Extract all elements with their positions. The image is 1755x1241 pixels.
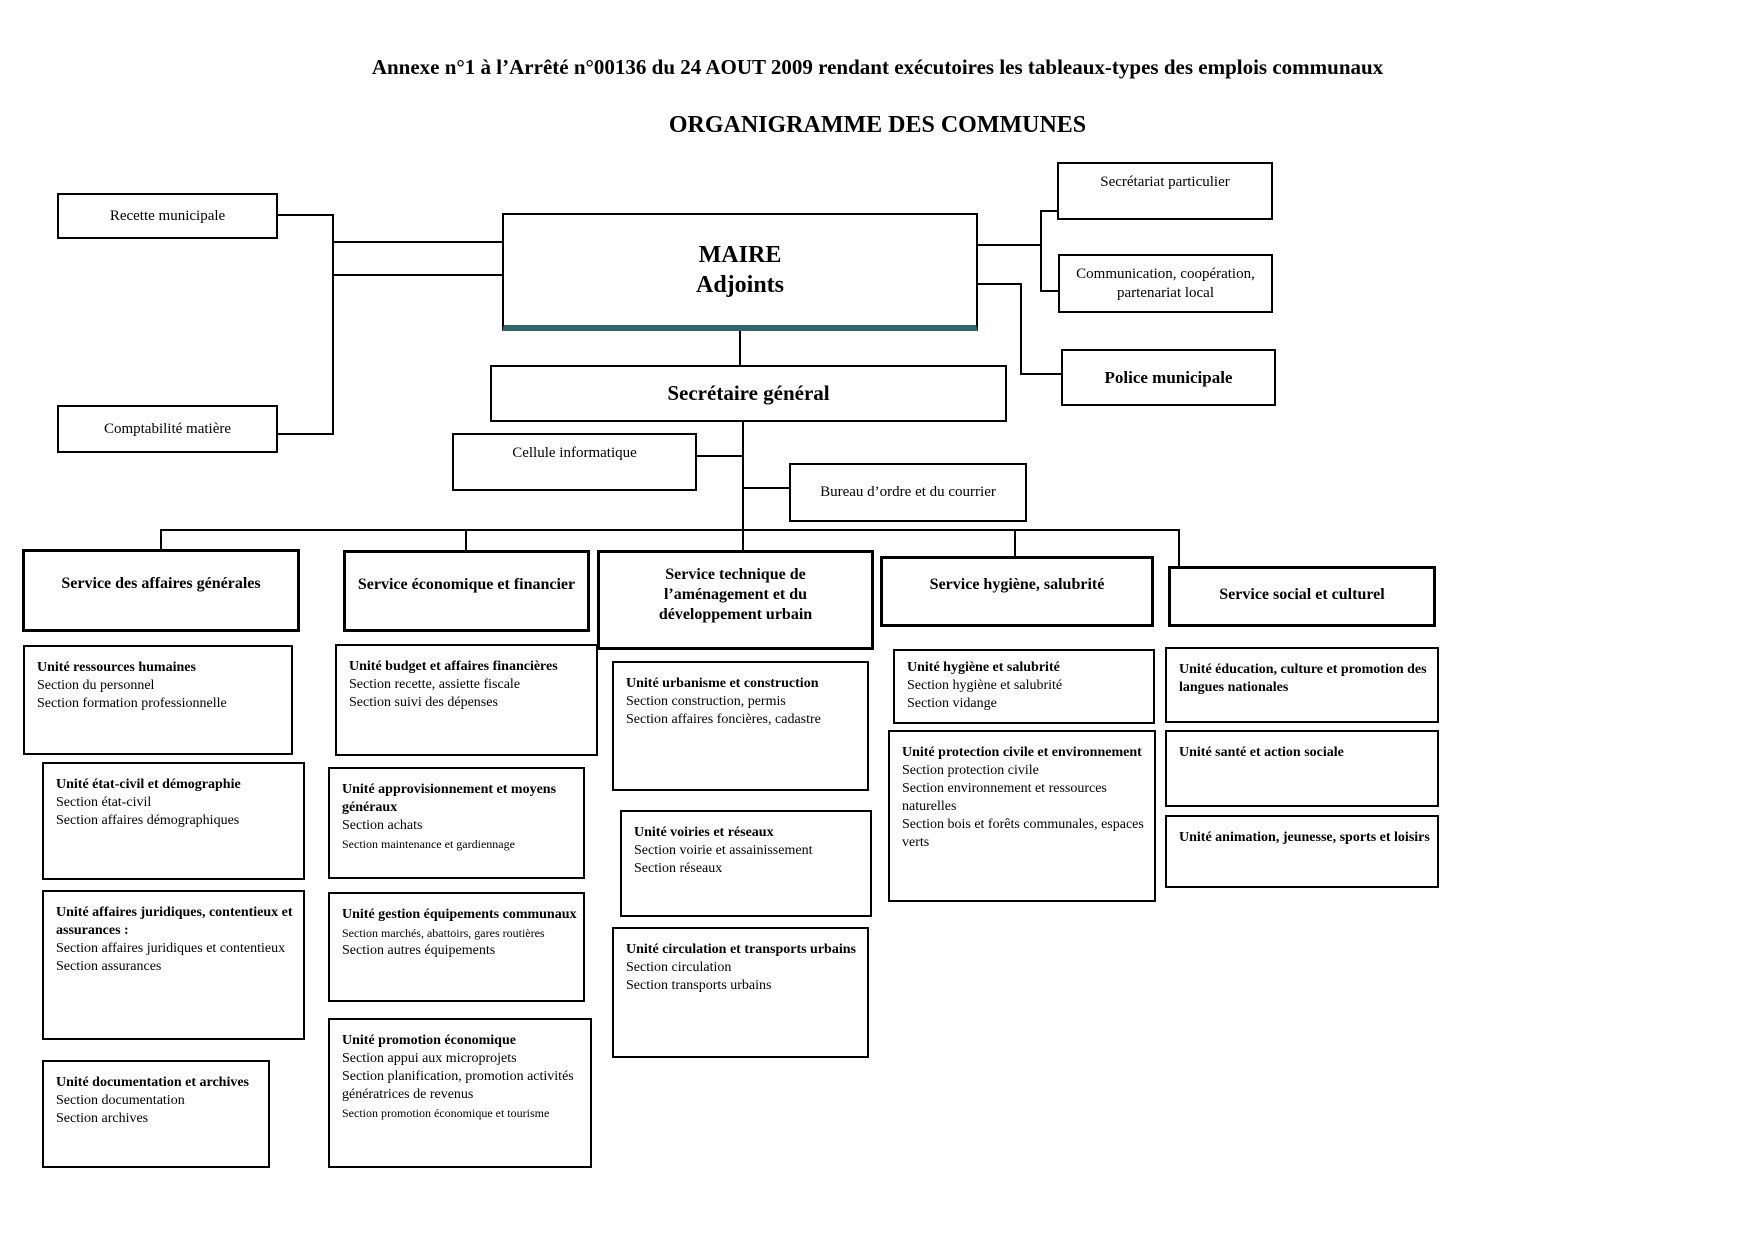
service-hygiene-salubrite	[880, 556, 1154, 627]
connector-line	[1178, 529, 1180, 567]
node-label: Secrétariat particulier	[1100, 174, 1230, 190]
connector-line	[978, 283, 1022, 285]
unit-affaires-juridiques	[42, 890, 305, 1040]
unit-title: Unité ressources humaines	[37, 660, 196, 675]
service-economique-financier	[343, 550, 590, 632]
unit-section: Section promotion économique et tourisme	[342, 1106, 550, 1120]
node-label: Bureau d’ordre et du courrier	[820, 484, 996, 500]
connector-line	[277, 433, 334, 435]
node-cellule-informatique	[452, 433, 697, 491]
node-label	[1076, 265, 1255, 303]
connector-line	[697, 455, 742, 457]
connector-line	[1040, 210, 1042, 292]
node-label: Secrétaire général	[667, 381, 830, 405]
unit-animation-jeunesse-sports	[1165, 815, 1439, 888]
unit-section: Section documentation	[56, 1093, 185, 1108]
unit-section: Section bois et forêts communales, espaces verts	[902, 817, 1144, 850]
node-label: Cellule informatique	[512, 445, 637, 461]
unit-circulation-transports	[612, 927, 869, 1058]
unit-section: Section marchés, abattoirs, gares routières	[342, 926, 545, 940]
unit-etat-civil-demographie	[42, 762, 305, 880]
connector-line	[160, 529, 162, 550]
unit-section: Section réseaux	[634, 861, 723, 876]
unit-section: Section maintenance et gardiennage	[342, 837, 515, 851]
node-communication-cooperation	[1058, 254, 1273, 313]
unit-ressources-humaines	[23, 645, 293, 755]
unit-section: Section autres équipements	[342, 943, 496, 958]
unit-section: Section environnement et ressources naturelles	[902, 781, 1107, 814]
connector-line	[332, 214, 334, 435]
unit-section: Section hygiène et salubrité	[907, 678, 1063, 693]
unit-budget-affaires-financieres	[335, 644, 598, 756]
unit-section: Section vidange	[907, 696, 997, 711]
unit-section: Section archives	[56, 1111, 149, 1126]
unit-title: Unité protection civile et environnement	[902, 745, 1142, 760]
unit-section: Section affaires foncières, cadastre	[626, 712, 821, 727]
unit-section: Section assurances	[56, 959, 162, 974]
node-secretariat-particulier	[1057, 162, 1273, 220]
unit-title: Unité animation, jeunesse, sports et loisirs	[1179, 830, 1430, 845]
unit-urbanisme-construction	[612, 661, 869, 791]
node-label: Police municipale	[1104, 367, 1233, 387]
service-label: Service des affaires générales	[61, 575, 261, 592]
unit-section: Section affaires démographiques	[56, 813, 240, 828]
unit-section: Section suivi des dépenses	[349, 695, 498, 710]
unit-sante-action-sociale	[1165, 730, 1439, 807]
unit-section: Section appui aux microprojets	[342, 1051, 517, 1066]
node-bureau-ordre-courrier	[789, 463, 1027, 522]
unit-section: Section formation professionnelle	[37, 696, 227, 711]
connector-line	[1040, 290, 1058, 292]
node-recette-municipale	[57, 193, 278, 239]
node-label: Recette municipale	[109, 207, 226, 224]
unit-section: Section état-civil	[56, 795, 152, 810]
unit-voiries-reseaux	[620, 810, 872, 917]
unit-title: Unité état-civil et démographie	[56, 777, 241, 792]
unit-hygiene-salubrite	[893, 649, 1155, 724]
service-label: Service social et culturel	[1219, 586, 1385, 603]
unit-title: Unité promotion économique	[342, 1033, 516, 1048]
unit-section: Section protection civile	[902, 763, 1039, 778]
service-social-culturel	[1168, 566, 1436, 627]
service-label: Service technique de l’aménagement et du développement urbain	[658, 566, 813, 623]
unit-section: Section circulation	[626, 960, 732, 975]
unit-section: Section voirie et assainissement	[634, 843, 813, 858]
unit-title: Unité circulation et transports urbains	[626, 942, 856, 957]
unit-title: Unité gestion équipements communaux	[342, 907, 577, 922]
unit-title: Unité urbanisme et construction	[626, 676, 819, 691]
connector-line	[1014, 529, 1016, 557]
connector-line	[1020, 373, 1061, 375]
page-title: Annexe n°1 à l’Arrêté n°00136 du 24 AOUT 2009 rendant exécutoires les tableaux-types des emplois communaux	[371, 55, 1384, 79]
unit-title: Unité affaires juridiques, contentieux et assurances :	[56, 905, 293, 938]
service-label: Service économique et financier	[357, 576, 576, 593]
communication-line1: Communication, coopération,	[1076, 265, 1255, 282]
service-technique-amenagement	[597, 550, 874, 650]
unit-protection-civile-environnement	[888, 730, 1156, 902]
connector-line	[1040, 210, 1057, 212]
maire-label: MAIRE	[698, 242, 782, 268]
connector-line	[744, 487, 789, 489]
connector-line	[332, 241, 502, 243]
connector-line	[739, 331, 741, 365]
unit-section: Section du personnel	[37, 678, 155, 693]
unit-documentation-archives	[42, 1060, 270, 1168]
node-label: Comptabilité matière	[103, 420, 232, 437]
unit-title: Unité budget et affaires financières	[349, 659, 558, 674]
connector-line	[160, 529, 1180, 531]
communication-line2: partenariat local	[1116, 284, 1215, 301]
chart-title: ORGANIGRAMME DES COMMUNES	[668, 112, 1087, 138]
connector-line	[332, 274, 502, 276]
adjoints-label: Adjoints	[695, 272, 785, 298]
service-affaires-generales	[22, 549, 300, 632]
connector-line	[978, 244, 1042, 246]
unit-section: Section achats	[342, 818, 423, 833]
unit-education-culture-langues	[1165, 647, 1439, 723]
connector-line	[277, 214, 334, 216]
unit-title: Unité voiries et réseaux	[634, 825, 774, 840]
connector-line	[1020, 283, 1022, 375]
node-secretaire-general	[490, 365, 1007, 422]
node-police-municipale	[1061, 349, 1276, 406]
node-maire-adjoints	[502, 213, 978, 331]
node-comptabilite-matiere	[57, 405, 278, 453]
unit-title: Unité santé et action sociale	[1179, 745, 1344, 760]
service-label: Service hygiène, salubrité	[929, 576, 1105, 593]
unit-gestion-equipements	[328, 892, 585, 1002]
unit-section: Section transports urbains	[626, 978, 772, 993]
unit-section: Section planification, promotion activités génératrices de revenus	[342, 1069, 574, 1102]
unit-title: Unité hygiène et salubrité	[907, 660, 1060, 675]
connector-line	[465, 529, 467, 551]
unit-section: Section recette, assiette fiscale	[349, 677, 521, 692]
unit-section: Section affaires juridiques et contentieux	[56, 941, 286, 956]
unit-title: Unité documentation et archives	[56, 1075, 249, 1090]
unit-promotion-economique	[328, 1018, 592, 1168]
unit-approvisionnement-moyens	[328, 767, 585, 879]
unit-title: Unité approvisionnement et moyens généraux	[342, 782, 557, 815]
node-label	[696, 240, 784, 300]
unit-title: Unité éducation, culture et promotion des langues nationales	[1179, 662, 1427, 695]
unit-section: Section construction, permis	[626, 694, 786, 709]
